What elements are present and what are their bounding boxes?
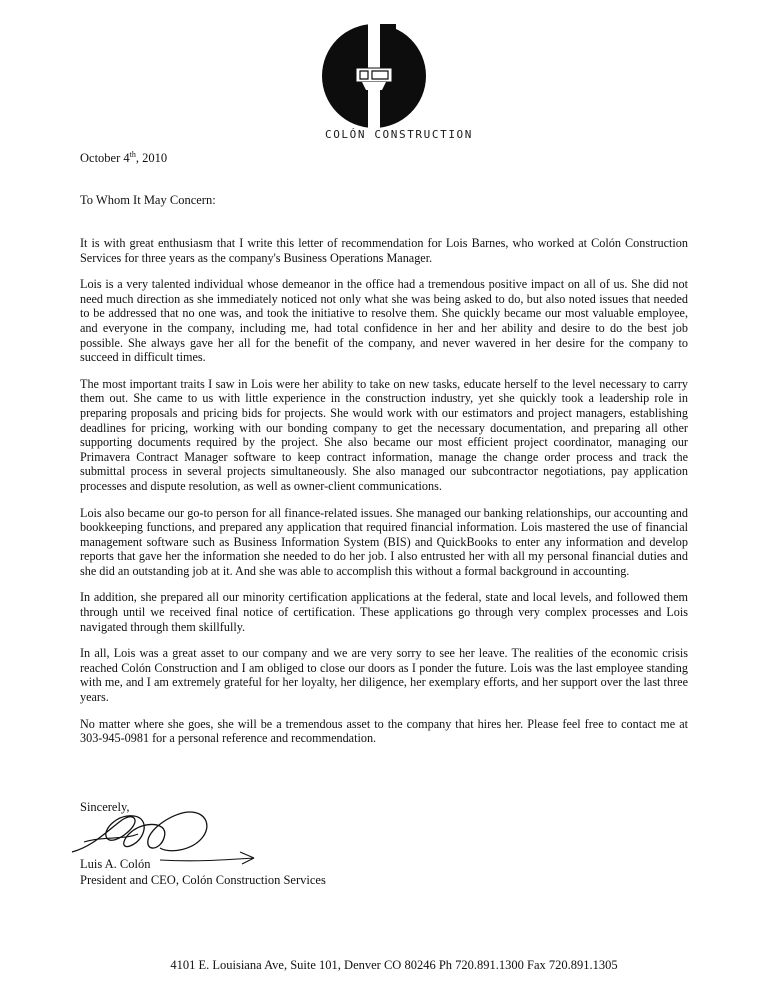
paragraph: Lois also became our go-to person for all finance-related issues. She managed our banking relationships, our accounting and bookkeeping functions, and prepared any application that required financial information. Lois mastered the use of financial management software such as Business Information System (BIS) and QuickBooks to enter any information and develop reports that gave her the information she needed to do her job. I also entrusted her with all my personal financial duties and she did an outstanding job at it. And she was able to accomplish this without a formal background in accounting. (80, 505, 688, 578)
signer-block (80, 857, 326, 888)
letter-date (80, 150, 167, 166)
paragraph: The most important traits I saw in Lois were her ability to take on new tasks, educate herself to the level necessary to carry them out. She came to us with little experience in the construction industry, yet she quickly took a leadership role in preparing proposals and pricing bids for projects. She would work with our estimators and project managers, establishing deadlines for pricing, working with our bonding company to get the necessary documentation, and preparing all other supporting documents required by the project. She also became our most efficient project coordinator, managing our Primavera Contract Manager software to keep contract information, manage the change order process and track the submittal process in several projects simultaneously. She also managed our subcontractor negotiations, pay application processes and dispute resolution, as well as owner-client communications. (80, 376, 688, 493)
closing: Sincerely, (80, 800, 130, 814)
date-suffix: , 2010 (135, 151, 168, 166)
paragraph: In all, Lois was a great asset to our company and we are very sorry to see her leave. The realities of the economic crisis reached Colón Construction and I am obliged to close our doors as I ponder the future. Lois was the last employee standing with me, and I am extremely grateful for her loyalty, her diligence, her exemplary efforts, and her support over the last three years. (80, 646, 688, 705)
paragraph: In addition, she prepared all our minority certification applications at the federal, state and local levels, and followed them through until we received final notice of certification. These applications go through very complex processes and Lois navigated through them skillfully. (80, 590, 688, 634)
signer-name: Luis A. Colón (80, 857, 151, 871)
footer-address: 4101 E. Louisiana Ave, Suite 101, Denver CO 80246 Ph 720.891.1300 Fax 720.891.1305 (170, 958, 618, 972)
paragraph: It is with great enthusiasm that I write this letter of recommendation for Lois Barnes, who worked at Colón Construction Services for three years as the company's Business Operations Manager. (80, 236, 688, 265)
signer-title: President and CEO, Colón Construction Services (80, 872, 326, 887)
salutation: To Whom It May Concern: (80, 193, 216, 207)
letter-body (80, 236, 688, 758)
company-name: COLÓN CONSTRUCTION (324, 128, 473, 141)
paragraph: No matter where she goes, she will be a tremendous asset to the company that hires her. Please feel free to contact me at 303-945-0981 for a personal reference and recommendation. (80, 716, 688, 746)
paragraph: Lois is a very talented individual whose demeanor in the office had a tremendous positive impact on all of us. She did not need much direction as she immediately noticed not only what she was being asked to do, but also noted issues that needed to be addressed that no one was, and took the initiative to resolve them. She quickly became our most valuable employee, and everyone in the company, including me, had total confidence in her and her ability and desire to do the best job possible. She always gave her all for the benefit of the company, and never wavered in her desire for the company to succeed in difficult times. (80, 277, 688, 365)
date-prefix: October 4 (80, 151, 130, 166)
company-logo-icon (316, 20, 432, 130)
date-ordinal: th (129, 150, 136, 159)
